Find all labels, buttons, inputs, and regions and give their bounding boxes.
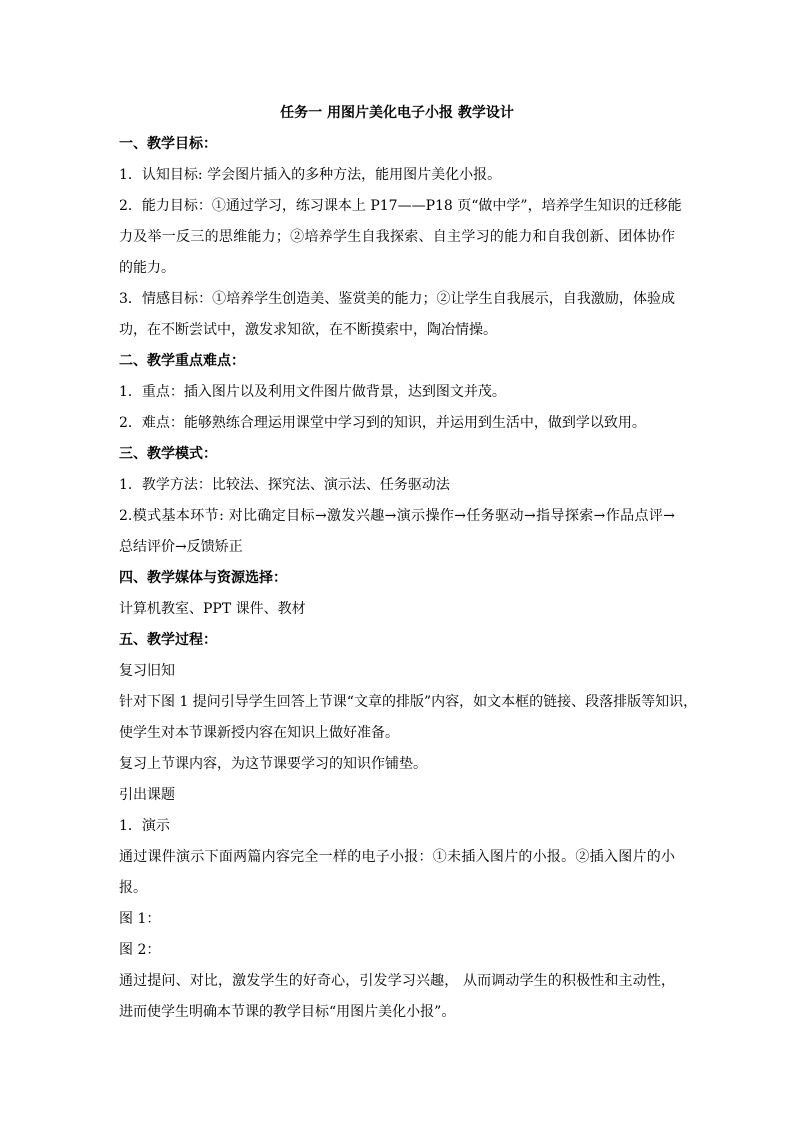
paragraph-line: 针对下图 1 提问引导学生回答上节课“文章的排版”内容，如文本框的链接、段落排版等知识，: [119, 694, 698, 710]
paragraph-line: 使学生对本节课新授内容在知识上做好准备。: [119, 725, 399, 741]
section-heading-key-points: 二、教学重点难点：: [119, 353, 245, 369]
paragraph-line: 1．认知目标: 学会图片插入的多种方法，能用图片美化小报。: [119, 167, 502, 183]
paragraph-line: 力及举一反三的思维能力；②培养学生自我探索、自主学习的能力和自我创新、团体协作: [119, 229, 675, 245]
figure-label: 图 2：: [119, 942, 161, 958]
paragraph-line: 报。: [119, 880, 147, 896]
paragraph-line: 计算机教室、PPT 课件、教材: [119, 601, 306, 617]
section-heading-process: 五、教学过程：: [119, 632, 217, 648]
paragraph-line: 的能力。: [119, 260, 175, 276]
section-heading-mode: 三、教学模式：: [119, 446, 217, 462]
paragraph-line: 引出课题: [119, 787, 175, 803]
paragraph-line: 复习旧知: [119, 663, 175, 679]
document-title: 任务一 用图片美化电子小报 教学设计: [280, 105, 514, 121]
paragraph-line: 3．情感目标：①培养学生创造美、鉴赏美的能力；②让学生自我展示，自我激励，体验成: [119, 291, 675, 307]
paragraph-line: 2．能力目标：①通过学习，练习课本上 P17——P18 页“做中学”，培养学生知识的迁移能: [119, 198, 682, 214]
paragraph-line: 功，在不断尝试中，激发求知欲，在不断摸索中，陶冶情操。: [119, 322, 497, 338]
paragraph-line: 复习上节课内容，为这节课要学习的知识作铺垫。: [119, 756, 427, 772]
paragraph-line: 总结评价→反馈矫正: [119, 539, 243, 555]
paragraph-line: 1．演示: [119, 818, 170, 834]
paragraph-line: 进而使学生明确本节课的教学目标“用图片美化小报”。: [119, 1004, 456, 1020]
paragraph-line: 通过提问、对比，激发学生的好奇心，引发学习兴趣， 从而调动学生的积极性和主动性，: [119, 973, 675, 989]
paragraph-line: 2.模式基本环节: 对比确定目标→激发兴趣→演示操作→任务驱动→指导探索→作品点评→: [119, 508, 675, 524]
section-heading-objectives: 一、教学目标：: [119, 136, 217, 152]
figure-label: 图 1：: [119, 911, 161, 927]
paragraph-line: 通过课件演示下面两篇内容完全一样的电子小报：①未插入图片的小报。②插入图片的小: [119, 849, 675, 865]
paragraph-line: 1．重点：插入图片以及利用文件图片做背景，达到图文并茂。: [119, 384, 506, 400]
paragraph-line: 2．难点：能够熟练合理运用课堂中学习到的知识，并运用到生活中，做到学以致用。: [119, 415, 646, 431]
paragraph-line: 1．教学方法：比较法、探究法、演示法、任务驱动法: [119, 477, 450, 493]
section-heading-media: 四、教学媒体与资源选择：: [119, 570, 287, 586]
